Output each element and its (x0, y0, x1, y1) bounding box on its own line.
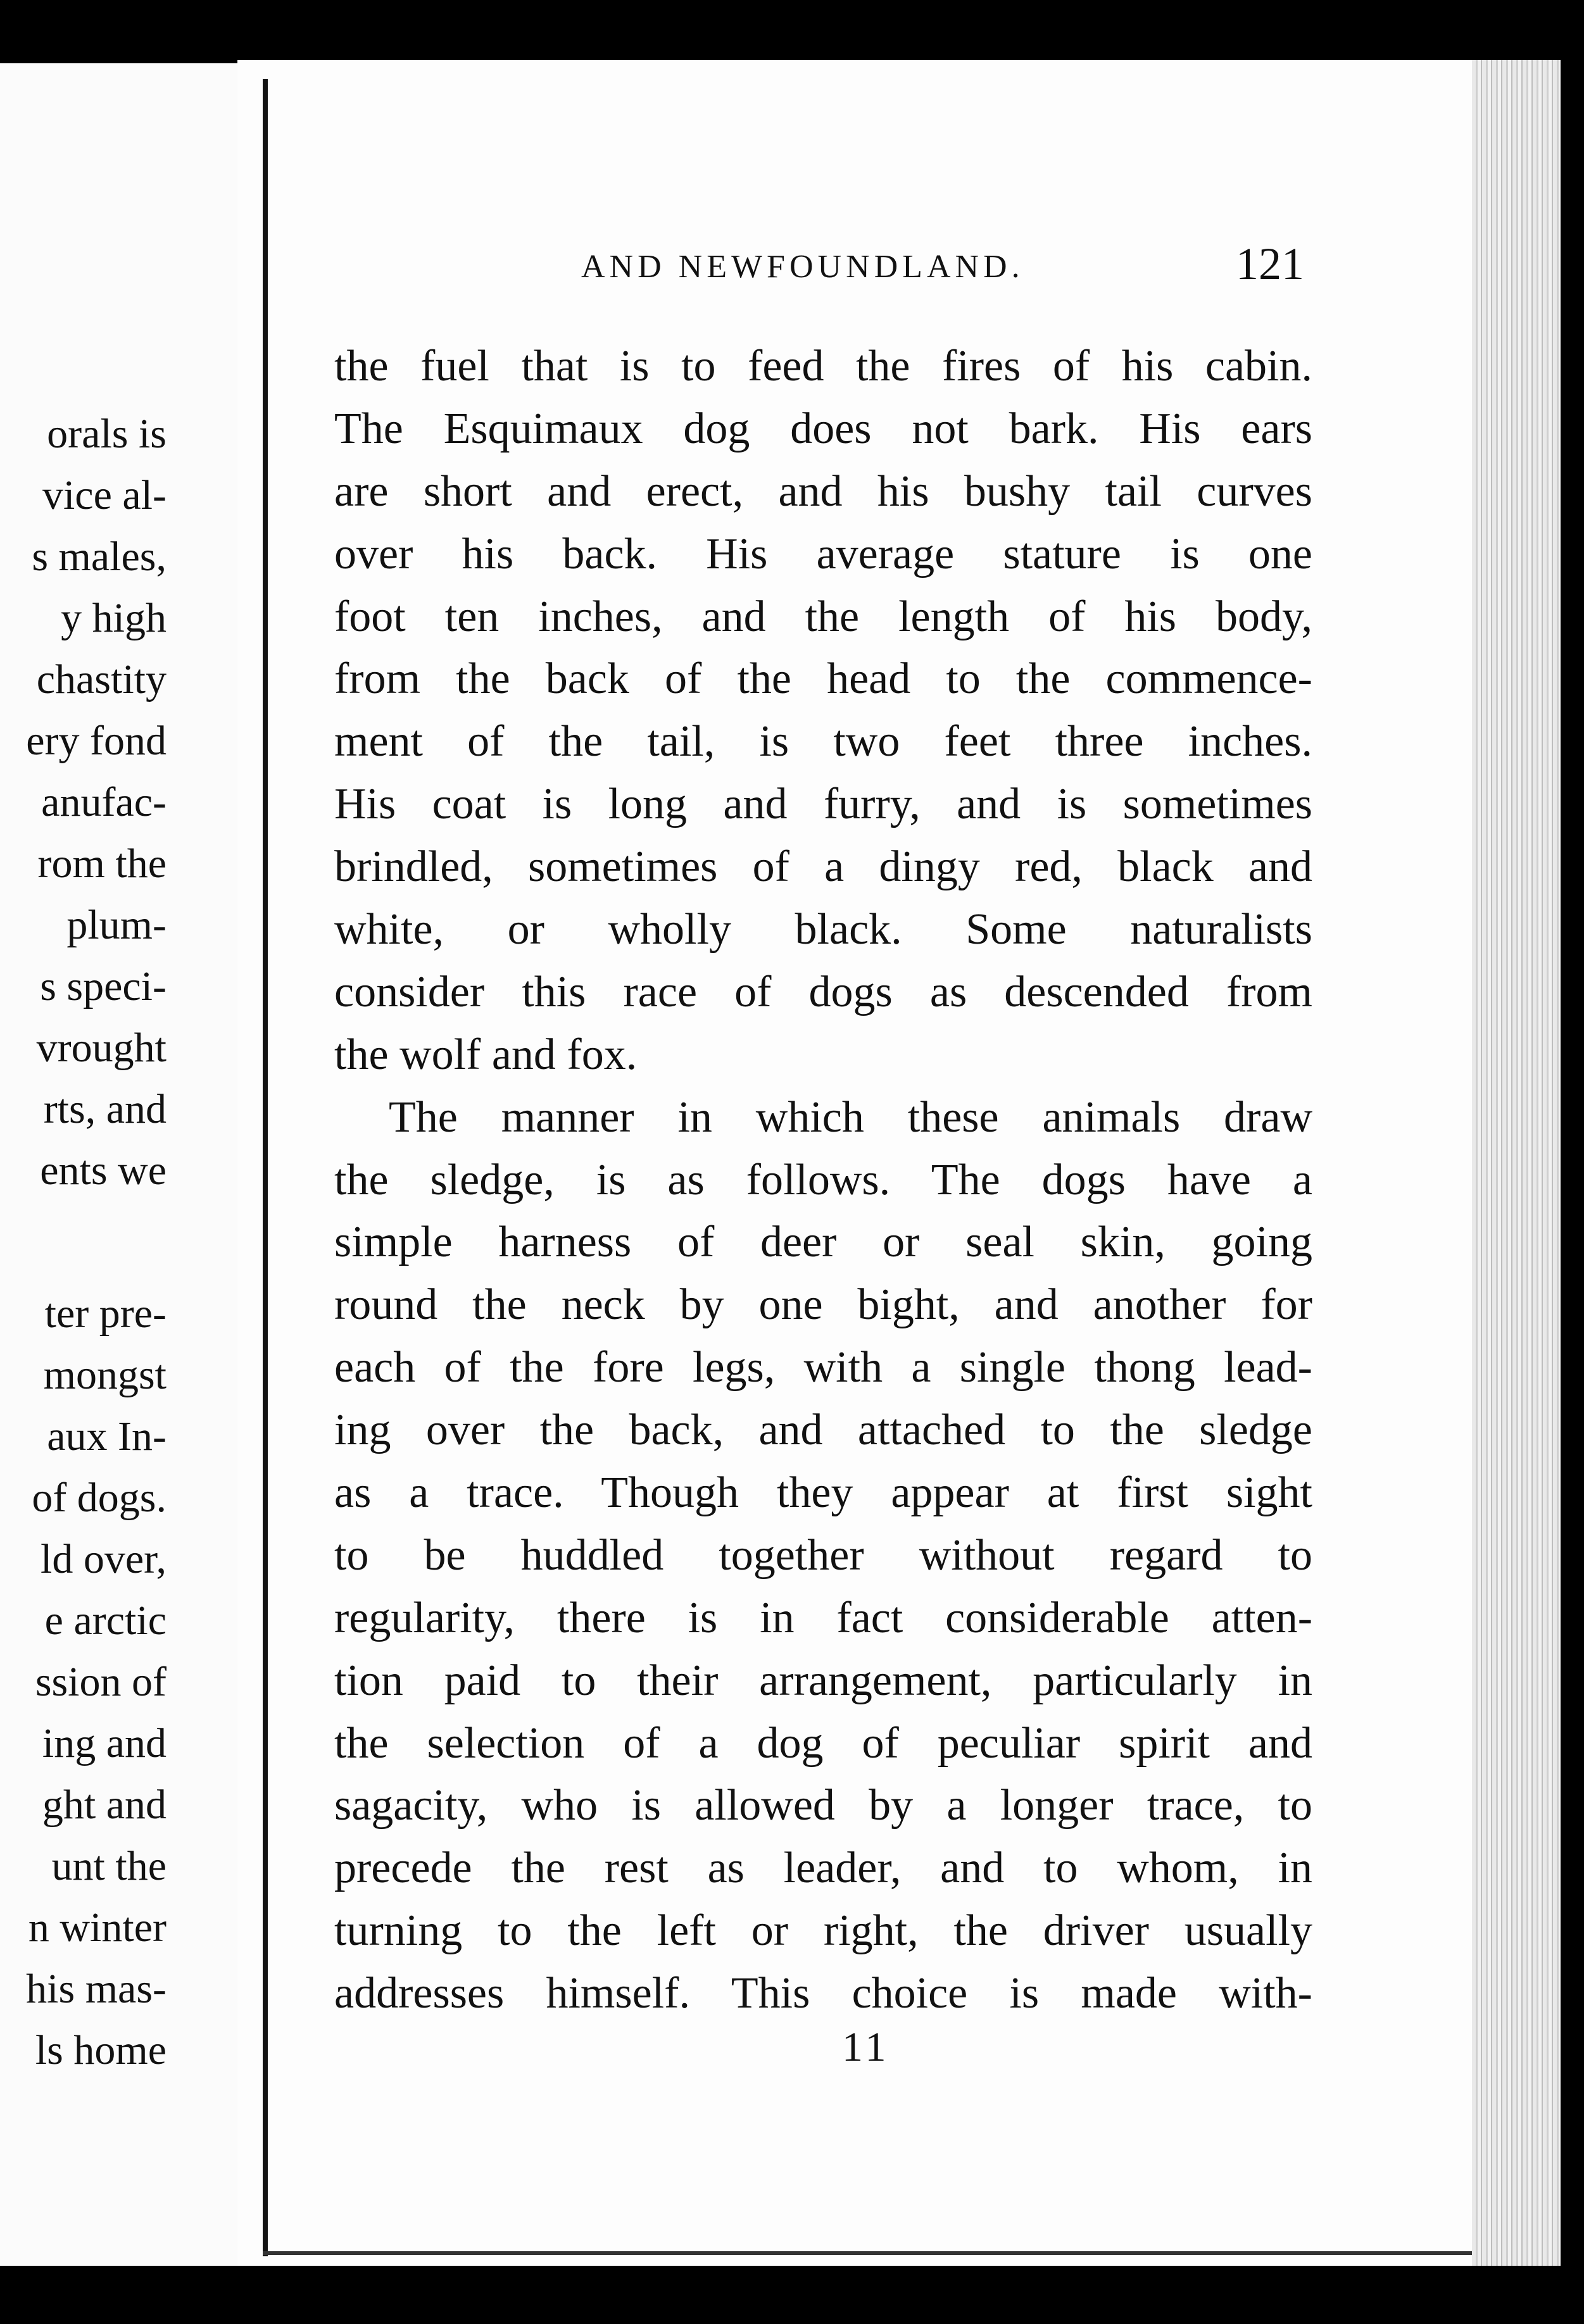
left-fragment-line: rts, and (43, 1086, 167, 1132)
text-line: are short and erect, and his bushy tail curves (334, 466, 1312, 516)
left-fragment-line: orals is (47, 411, 167, 457)
left-fragment-line: ery fond (26, 718, 167, 764)
left-fragment-line: ght and (42, 1782, 167, 1828)
left-fragment-line: vice al- (42, 472, 167, 518)
page-bottom-edge (263, 2251, 1472, 2255)
left-fragment-line: s males, (32, 534, 167, 580)
page-fold-line (263, 79, 268, 2256)
left-fragment-line: y high (61, 595, 167, 641)
left-fragment-line: rom the (37, 840, 167, 887)
text-line: sagacity, who is allowed by a longer trace, to (334, 1781, 1312, 1830)
page-number: 121 (1236, 239, 1304, 289)
left-fragment-line: vrought (36, 1025, 167, 1071)
text-line: brindled, sometimes of a dingy red, black and (334, 842, 1312, 892)
left-fragment-line: ssion of (35, 1659, 167, 1705)
left-fragment-line: mongst (43, 1352, 167, 1398)
left-fragment-line: n winter (28, 1904, 167, 1951)
signature-mark: 11 (842, 2024, 890, 2070)
text-line: as a trace. Though they appear at first sight (334, 1468, 1312, 1518)
running-head: AND NEWFOUNDLAND. (581, 249, 1024, 285)
left-fragment-line: ter pre- (44, 1290, 167, 1337)
text-line: white, or wholly black. Some naturalists (334, 905, 1312, 954)
text-line: the selection of a dog of peculiar spirit and (334, 1718, 1312, 1768)
left-fragment-line: ing and (42, 1720, 167, 1766)
text-line: over his back. His average stature is one (334, 529, 1312, 578)
left-fragment-line: s speci- (40, 963, 167, 1009)
text-line: the wolf and fox. (334, 1030, 638, 1079)
text-line: The manner in which these animals draw (389, 1092, 1312, 1142)
left-fragment-line: his mas- (26, 1966, 167, 2012)
left-fragment-line: anufac- (41, 779, 167, 825)
text-line: consider this race of dogs as descended from (334, 967, 1312, 1016)
text-line: simple harness of deer or seal skin, going (334, 1218, 1312, 1267)
text-line: each of the fore legs, with a single thong lead- (334, 1343, 1312, 1392)
text-line: from the back of the head to the commence- (334, 654, 1312, 704)
left-fragment-line: chastity (36, 656, 167, 703)
text-line: regularity, there is in fact considerable atten- (334, 1593, 1312, 1642)
text-line: to be huddled together without regard to (334, 1530, 1312, 1580)
left-fragment-line: ld over, (41, 1536, 167, 1582)
text-line: turning to the left or right, the driver usually (334, 1906, 1312, 1956)
text-line: ment of the tail, is two feet three inches. (334, 717, 1312, 766)
text-line: the sledge, is as follows. The dogs have a (334, 1155, 1312, 1204)
left-fragment-line: ents we (40, 1147, 167, 1194)
previous-page-fragment (0, 63, 242, 2266)
paragraph-2 (334, 1087, 1312, 2025)
left-fragment-line: aux In- (47, 1413, 167, 1459)
left-fragment-line: plum- (66, 902, 167, 948)
page-edges (1472, 60, 1561, 2266)
text-line: ing over the back, and attached to the sledge (334, 1406, 1312, 1455)
text-line: addresses himself. This choice is made with- (334, 1969, 1312, 2018)
page-body (334, 335, 1312, 2025)
text-line: round the neck by one bight, and another for (334, 1280, 1312, 1330)
text-line: precede the rest as leader, and to whom, in (334, 1844, 1312, 1893)
left-fragment-line: of dogs. (32, 1475, 167, 1521)
paragraph-1 (334, 335, 1312, 1087)
left-fragment-line: ls home (35, 2027, 167, 2073)
text-line: the fuel that is to feed the fires of his cabin. (334, 342, 1312, 390)
text-line: His coat is long and furry, and is sometimes (334, 780, 1312, 829)
text-line: tion paid to their arrangement, particularly in (334, 1656, 1312, 1705)
left-fragment-line: e arctic (44, 1597, 167, 1644)
text-line: foot ten inches, and the length of his body, (334, 592, 1312, 641)
text-line: The Esquimaux dog does not bark. His ears (334, 404, 1312, 453)
left-fragment-line: unt the (51, 1843, 167, 1889)
